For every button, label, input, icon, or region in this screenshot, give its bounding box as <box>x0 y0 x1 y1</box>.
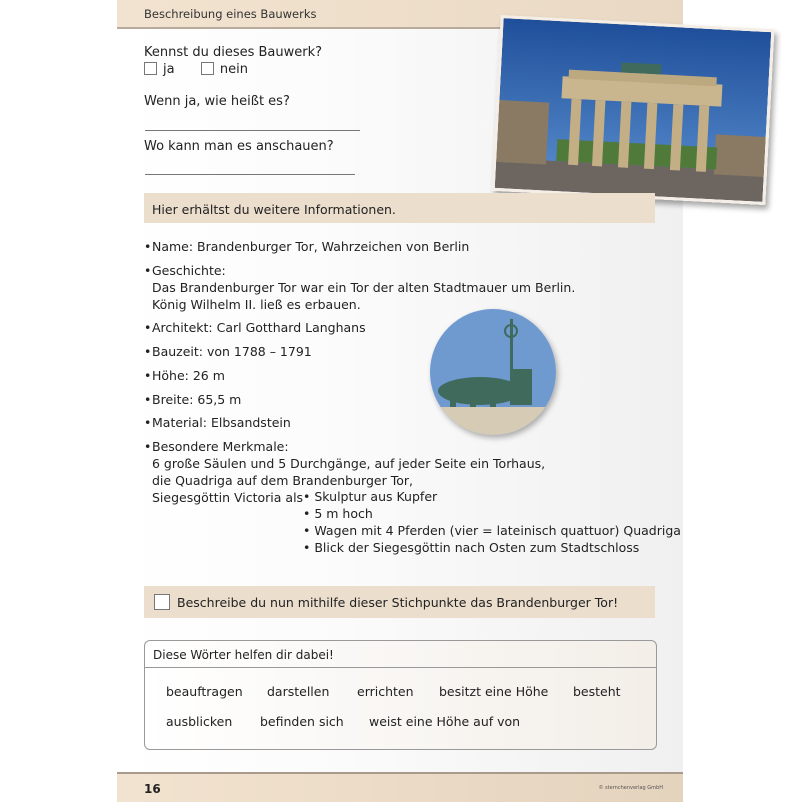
word-item: befinden sich <box>260 714 344 729</box>
feature-sub-item: • Wagen mit 4 Pferden (vier = lateinisch quattuor) Quadriga <box>303 523 681 538</box>
page-title: Beschreibung eines Bauwerks <box>144 7 317 21</box>
word-bank-title: Diese Wörter helfen dir dabei! <box>153 648 334 662</box>
feature-sub-item: • 5 m hoch <box>303 506 373 521</box>
brandenburg-gate-photo <box>492 15 775 205</box>
info-bar <box>144 193 655 223</box>
fact-material: •Material: Elbsandstein <box>144 415 291 430</box>
word-item: besteht <box>573 684 621 699</box>
question-name: Wenn ja, wie heißt es? <box>144 94 290 109</box>
word-item: darstellen <box>267 684 330 699</box>
answer-line-location[interactable] <box>145 174 355 175</box>
word-bank-header <box>145 641 656 668</box>
fact-name: •Name: Brandenburger Tor, Wahrzeichen von Berlin <box>144 239 470 254</box>
word-item: ausblicken <box>166 714 233 729</box>
page-number: 16 <box>144 782 161 796</box>
yes-label: ja <box>163 62 175 77</box>
question-location: Wo kann man es anschauen? <box>144 139 334 154</box>
task-text: Beschreibe du nun mithilfe dieser Stichpunkte das Brandenburger Tor! <box>177 595 619 610</box>
task-bar <box>144 586 655 618</box>
fact-architect: •Architekt: Carl Gotthard Langhans <box>144 320 366 335</box>
feature-sub-item: • Skulptur aus Kupfer <box>303 489 438 504</box>
copyright: © sternchenverlag GmbH <box>598 785 663 791</box>
quadriga-image <box>430 309 556 435</box>
word-item: errichten <box>357 684 414 699</box>
yes-checkbox[interactable] <box>144 62 157 75</box>
page-footer <box>117 772 683 802</box>
word-item: weist eine Höhe auf von <box>369 714 521 729</box>
question-know-building: Kennst du dieses Bauwerk? <box>144 45 323 60</box>
fact-features: •Besondere Merkmale: 6 große Säulen und 5 Durchgänge, auf jeder Seite ein Torhaus, die Quadriga auf dem Brandenburger Tor, Siegesgöttin Victoria als <box>144 439 546 505</box>
word-item: beauftragen <box>166 684 243 699</box>
task-checkbox[interactable] <box>154 594 170 610</box>
worksheet-page <box>117 0 683 800</box>
fact-history: •Geschichte: Das Brandenburger Tor war ein Tor der alten Stadtmauer um Berlin. König Wilhelm II. ließ es erbauen. <box>144 263 576 312</box>
answer-line-name[interactable] <box>145 130 360 131</box>
fact-construction-period: •Bauzeit: von 1788 – 1791 <box>144 344 312 359</box>
fact-width: •Breite: 65,5 m <box>144 392 242 407</box>
no-checkbox[interactable] <box>201 62 214 75</box>
fact-height: •Höhe: 26 m <box>144 368 225 383</box>
feature-sub-item: • Blick der Siegesgöttin nach Osten zum Stadtschloss <box>303 540 640 555</box>
word-item: besitzt eine Höhe <box>439 684 549 699</box>
yes-no-options <box>144 62 248 77</box>
info-bar-text: Hier erhältst du weitere Informationen. <box>152 202 396 217</box>
word-bank <box>144 640 657 750</box>
no-label: nein <box>219 62 248 77</box>
quadriga-photo <box>430 309 556 435</box>
brandenburg-gate-image <box>495 18 772 202</box>
